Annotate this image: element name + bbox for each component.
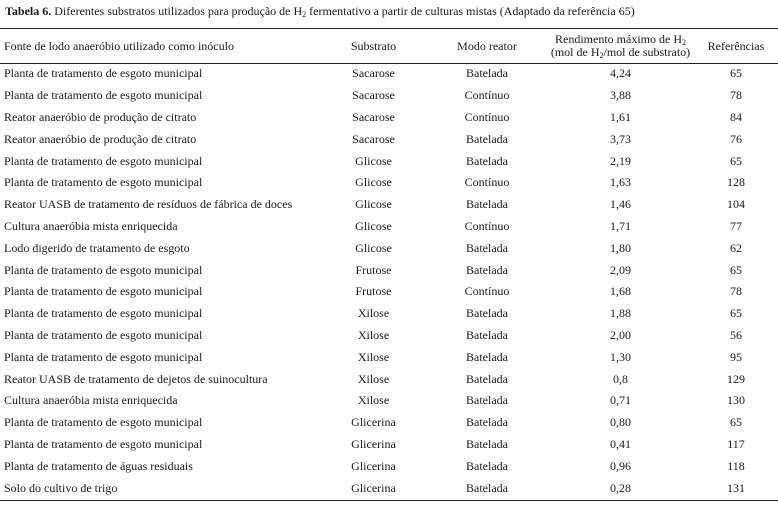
- cell-fonte: Lodo digerido de tratamento de esgoto: [4, 240, 190, 255]
- cell-modo: Contínuo: [464, 109, 510, 124]
- table-row: [0, 455, 778, 477]
- cell-rendimento: 1,68: [610, 284, 631, 299]
- cell-substrato: Glicerina: [351, 458, 396, 473]
- cell-modo: Batelada: [466, 480, 508, 495]
- cell-referencia: 84: [730, 109, 742, 124]
- cell-referencia: 104: [727, 197, 745, 212]
- cell-rendimento: 2,09: [610, 262, 631, 277]
- cell-fonte: Planta de tratamento de águas residuais: [4, 458, 193, 473]
- cell-fonte: Reator UASB de tratamento de resíduos de fábrica de doces: [4, 197, 293, 212]
- cell-fonte: Solo do cultivo de trigo: [4, 480, 118, 495]
- table-row: [0, 63, 778, 85]
- cell-modo: Contínuo: [464, 284, 510, 299]
- cell-referencia: 118: [727, 458, 745, 473]
- cell-rendimento: 3,88: [610, 88, 631, 103]
- table-row: [0, 172, 778, 194]
- cell-modo: Batelada: [466, 262, 508, 277]
- cell-substrato: Glicose: [355, 240, 392, 255]
- cell-rendimento: 0,41: [610, 436, 631, 451]
- cell-fonte: Planta de tratamento de esgoto municipal: [4, 284, 203, 299]
- table-body: [0, 63, 778, 499]
- cell-rendimento: 0,96: [610, 458, 631, 473]
- cell-fonte: Planta de tratamento de esgoto municipal: [4, 349, 203, 364]
- cell-fonte: Reator anaeróbio de produção de citrato: [4, 131, 197, 146]
- table-row: [0, 107, 778, 129]
- cell-referencia: 65: [730, 415, 742, 430]
- cell-referencia: 78: [730, 88, 742, 103]
- caption-label: Tabela 6.: [5, 4, 52, 18]
- cell-substrato: Glicose: [355, 197, 392, 212]
- cell-substrato: Sacarose: [352, 66, 395, 81]
- table-row: [0, 85, 778, 107]
- cell-substrato: Glicose: [355, 218, 392, 233]
- cell-substrato: Glicerina: [351, 436, 396, 451]
- cell-modo: Batelada: [466, 197, 508, 212]
- header-referencias: Referências: [707, 38, 765, 53]
- table-row: [0, 303, 778, 325]
- cell-rendimento: 1,80: [610, 240, 631, 255]
- cell-modo: Batelada: [466, 349, 508, 364]
- table-row: [0, 150, 778, 172]
- cell-substrato: Xilose: [357, 349, 390, 364]
- table-row: [0, 216, 778, 238]
- caption-text: Diferentes substratos utilizados para produção de $H_2$ fermentativo a partir de culturas mistas (Adaptado da referência 65): [54, 4, 635, 19]
- cell-modo: Batelada: [466, 240, 508, 255]
- cell-referencia: 95: [730, 349, 742, 364]
- cell-substrato: Glicose: [355, 153, 392, 168]
- cell-substrato: Frutose: [355, 262, 392, 277]
- cell-fonte: Planta de tratamento de esgoto municipal: [4, 88, 203, 103]
- cell-fonte: Reator UASB de tratamento de dejetos de suinocultura: [4, 371, 268, 386]
- cell-rendimento: 1,71: [610, 218, 631, 233]
- cell-modo: Batelada: [466, 306, 508, 321]
- cell-rendimento: 3,73: [610, 131, 631, 146]
- table-row: [0, 368, 778, 390]
- cell-referencia: 129: [727, 371, 745, 386]
- table-row: [0, 412, 778, 434]
- table-row: [0, 237, 778, 259]
- cell-rendimento: 2,19: [610, 153, 631, 168]
- cell-fonte: Planta de tratamento de esgoto municipal: [4, 306, 203, 321]
- header-modo: Modo reator: [457, 38, 517, 53]
- cell-fonte: Planta de tratamento de esgoto municipal: [4, 175, 203, 190]
- cell-substrato: Sacarose: [352, 131, 395, 146]
- cell-substrato: Glicerina: [351, 480, 396, 495]
- cell-substrato: Xilose: [357, 327, 390, 342]
- cell-fonte: Planta de tratamento de esgoto municipal: [4, 415, 203, 430]
- cell-modo: Batelada: [466, 415, 508, 430]
- cell-modo: Batelada: [466, 327, 508, 342]
- cell-modo: Batelada: [466, 371, 508, 386]
- cell-referencia: 131: [727, 480, 745, 495]
- cell-fonte: Planta de tratamento de esgoto municipal: [4, 153, 203, 168]
- table-row: [0, 281, 778, 303]
- cell-modo: Contínuo: [464, 88, 510, 103]
- cell-fonte: Cultura anaeróbia mista enriquecida: [4, 218, 178, 233]
- cell-referencia: 128: [727, 175, 745, 190]
- cell-referencia: 56: [730, 327, 742, 342]
- table-row: [0, 477, 778, 499]
- cell-rendimento: 4,24: [610, 66, 631, 81]
- cell-rendimento: 1,46: [610, 197, 631, 212]
- cell-rendimento: 0,80: [610, 415, 631, 430]
- cell-rendimento: 1,63: [610, 175, 631, 190]
- cell-substrato: Xilose: [357, 371, 390, 386]
- table-row: [0, 434, 778, 456]
- cell-substrato: Xilose: [357, 393, 390, 408]
- cell-substrato: Sacarose: [352, 88, 395, 103]
- cell-referencia: 65: [730, 153, 742, 168]
- cell-substrato: Frutose: [355, 284, 392, 299]
- cell-fonte: Planta de tratamento de esgoto municipal: [4, 436, 203, 451]
- cell-rendimento: 0,8: [613, 371, 628, 386]
- cell-substrato: Glicerina: [351, 415, 396, 430]
- cell-modo: Batelada: [466, 436, 508, 451]
- cell-substrato: Glicose: [355, 175, 392, 190]
- table-caption: [5, 4, 635, 19]
- cell-referencia: 130: [727, 393, 745, 408]
- header-substrato: Substrato: [350, 38, 397, 53]
- cell-modo: Batelada: [466, 131, 508, 146]
- header-fonte: Fonte de lodo anaeróbio utilizado como inóculo: [4, 38, 234, 53]
- cell-rendimento: 2,00: [610, 327, 631, 342]
- cell-rendimento: 1,30: [610, 349, 631, 364]
- cell-fonte: Planta de tratamento de esgoto municipal: [4, 327, 203, 342]
- cell-rendimento: 1,61: [610, 109, 631, 124]
- cell-modo: Batelada: [466, 458, 508, 473]
- table-row: [0, 346, 778, 368]
- table-header-row: [0, 29, 778, 63]
- cell-rendimento: 0,28: [610, 480, 631, 495]
- cell-modo: Batelada: [466, 66, 508, 81]
- cell-fonte: Planta de tratamento de esgoto municipal: [4, 262, 203, 277]
- cell-referencia: 65: [730, 66, 742, 81]
- cell-fonte: Cultura anaeróbia mista enriquecida: [4, 393, 178, 408]
- table-row: [0, 325, 778, 347]
- cell-rendimento: 1,88: [610, 306, 631, 321]
- cell-modo: Contínuo: [464, 175, 510, 190]
- table-bottom-rule: [0, 500, 778, 501]
- cell-referencia: 76: [730, 131, 742, 146]
- table-row: [0, 259, 778, 281]
- cell-fonte: Reator anaeróbio de produção de citrato: [4, 109, 197, 124]
- cell-referencia: 65: [730, 262, 742, 277]
- cell-referencia: 65: [730, 306, 742, 321]
- cell-modo: Contínuo: [464, 218, 510, 233]
- cell-referencia: 62: [730, 240, 742, 255]
- cell-rendimento: 0,71: [610, 393, 631, 408]
- cell-referencia: 78: [730, 284, 742, 299]
- header-rendimento: Rendimento máximo de $H_2$ (mol de $H_2$/mol de substrato): [550, 32, 691, 60]
- cell-referencia: 77: [730, 218, 742, 233]
- cell-substrato: Xilose: [357, 306, 390, 321]
- cell-modo: Batelada: [466, 153, 508, 168]
- table-row: [0, 194, 778, 216]
- table-row: [0, 390, 778, 412]
- cell-modo: Batelada: [466, 393, 508, 408]
- cell-fonte: Planta de tratamento de esgoto municipal: [4, 66, 203, 81]
- table-row: [0, 128, 778, 150]
- cell-referencia: 117: [727, 436, 745, 451]
- data-table: [0, 29, 778, 499]
- cell-substrato: Sacarose: [352, 109, 395, 124]
